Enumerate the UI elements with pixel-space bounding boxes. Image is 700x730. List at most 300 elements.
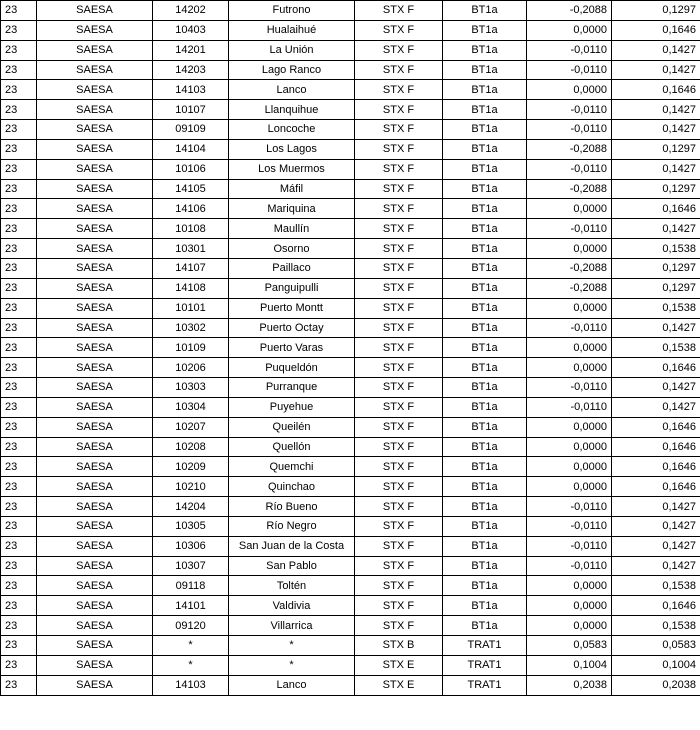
sector-cell: STX F <box>355 616 443 636</box>
sector-cell: STX F <box>355 516 443 536</box>
table-row <box>1 397 700 417</box>
sector-cell: STX F <box>355 417 443 437</box>
value-b-cell: 0,1297 <box>612 278 700 298</box>
table-row <box>1 239 700 259</box>
table-body <box>1 1 700 696</box>
tariff-option-cell: BT1a <box>443 417 527 437</box>
commune-name-cell: Los Lagos <box>229 139 355 159</box>
company-cell: SAESA <box>37 80 153 100</box>
commune-name-cell: Lanco <box>229 675 355 695</box>
tariff-option-cell: TRAT1 <box>443 655 527 675</box>
region-cell: 23 <box>1 1 37 21</box>
value-a-cell: 0,0000 <box>527 417 612 437</box>
commune-code-cell: 14107 <box>153 258 229 278</box>
value-a-cell: 0,2038 <box>527 675 612 695</box>
table-row <box>1 40 700 60</box>
region-cell: 23 <box>1 655 37 675</box>
region-cell: 23 <box>1 179 37 199</box>
commune-code-cell: 10101 <box>153 298 229 318</box>
region-cell: 23 <box>1 616 37 636</box>
value-b-cell: 0,1538 <box>612 298 700 318</box>
company-cell: SAESA <box>37 179 153 199</box>
tariff-option-cell: BT1a <box>443 318 527 338</box>
value-b-cell: 0,1004 <box>612 655 700 675</box>
commune-name-cell: Quellón <box>229 437 355 457</box>
commune-code-cell: 14101 <box>153 596 229 616</box>
tariff-option-cell: BT1a <box>443 1 527 21</box>
sector-cell: STX F <box>355 576 443 596</box>
commune-name-cell: Quinchao <box>229 477 355 497</box>
region-cell: 23 <box>1 437 37 457</box>
table-row <box>1 437 700 457</box>
value-b-cell: 0,1538 <box>612 576 700 596</box>
commune-code-cell: 10403 <box>153 20 229 40</box>
tariff-option-cell: BT1a <box>443 616 527 636</box>
table-row <box>1 80 700 100</box>
tariff-option-cell: TRAT1 <box>443 675 527 695</box>
company-cell: SAESA <box>37 159 153 179</box>
table-row <box>1 556 700 576</box>
commune-code-cell: * <box>153 636 229 656</box>
value-a-cell: -0,0110 <box>527 397 612 417</box>
value-b-cell: 0,1427 <box>612 100 700 120</box>
sector-cell: STX F <box>355 199 443 219</box>
value-b-cell: 0,1538 <box>612 338 700 358</box>
tariff-option-cell: BT1a <box>443 497 527 517</box>
sector-cell: STX F <box>355 397 443 417</box>
table-row <box>1 417 700 437</box>
region-cell: 23 <box>1 199 37 219</box>
company-cell: SAESA <box>37 576 153 596</box>
tariff-option-cell: BT1a <box>443 457 527 477</box>
value-a-cell: 0,0000 <box>527 477 612 497</box>
tariff-option-cell: BT1a <box>443 179 527 199</box>
tariff-option-cell: BT1a <box>443 596 527 616</box>
sector-cell: STX F <box>355 159 443 179</box>
sector-cell: STX F <box>355 378 443 398</box>
company-cell: SAESA <box>37 437 153 457</box>
commune-name-cell: Puyehue <box>229 397 355 417</box>
tariff-option-cell: BT1a <box>443 536 527 556</box>
commune-name-cell: Puerto Montt <box>229 298 355 318</box>
value-a-cell: -0,0110 <box>527 516 612 536</box>
company-cell: SAESA <box>37 20 153 40</box>
value-b-cell: 0,1427 <box>612 159 700 179</box>
company-cell: SAESA <box>37 616 153 636</box>
value-a-cell: 0,0000 <box>527 596 612 616</box>
sector-cell: STX F <box>355 179 443 199</box>
value-b-cell: 0,1646 <box>612 596 700 616</box>
value-a-cell: 0,0000 <box>527 20 612 40</box>
sector-cell: STX F <box>355 536 443 556</box>
company-cell: SAESA <box>37 139 153 159</box>
value-b-cell: 0,1427 <box>612 60 700 80</box>
commune-name-cell: Llanquihue <box>229 100 355 120</box>
commune-name-cell: Río Bueno <box>229 497 355 517</box>
region-cell: 23 <box>1 159 37 179</box>
company-cell: SAESA <box>37 258 153 278</box>
region-cell: 23 <box>1 596 37 616</box>
table-row <box>1 596 700 616</box>
company-cell: SAESA <box>37 239 153 259</box>
table-row <box>1 516 700 536</box>
table-row <box>1 1 700 21</box>
table-row <box>1 358 700 378</box>
value-b-cell: 0,1297 <box>612 258 700 278</box>
company-cell: SAESA <box>37 516 153 536</box>
tariff-option-cell: BT1a <box>443 139 527 159</box>
region-cell: 23 <box>1 457 37 477</box>
commune-name-cell: Toltén <box>229 576 355 596</box>
value-b-cell: 0,1646 <box>612 20 700 40</box>
value-b-cell: 0,1646 <box>612 477 700 497</box>
region-cell: 23 <box>1 636 37 656</box>
value-b-cell: 0,1297 <box>612 1 700 21</box>
commune-code-cell: 10207 <box>153 417 229 437</box>
commune-code-cell: 14108 <box>153 278 229 298</box>
company-cell: SAESA <box>37 1 153 21</box>
company-cell: SAESA <box>37 536 153 556</box>
region-cell: 23 <box>1 338 37 358</box>
sector-cell: STX B <box>355 636 443 656</box>
region-cell: 23 <box>1 60 37 80</box>
commune-code-cell: 14202 <box>153 1 229 21</box>
table-row <box>1 258 700 278</box>
table-row <box>1 636 700 656</box>
table-row <box>1 278 700 298</box>
commune-name-cell: Lanco <box>229 80 355 100</box>
commune-name-cell: Villarrica <box>229 616 355 636</box>
value-a-cell: -0,0110 <box>527 60 612 80</box>
value-a-cell: 0,0000 <box>527 576 612 596</box>
table-row <box>1 497 700 517</box>
value-b-cell: 0,1427 <box>612 120 700 140</box>
commune-name-cell: Loncoche <box>229 120 355 140</box>
tariff-option-cell: BT1a <box>443 80 527 100</box>
commune-name-cell: Puqueldón <box>229 358 355 378</box>
region-cell: 23 <box>1 100 37 120</box>
table-row <box>1 378 700 398</box>
commune-name-cell: Paillaco <box>229 258 355 278</box>
commune-name-cell: Máfil <box>229 179 355 199</box>
commune-name-cell: Mariquina <box>229 199 355 219</box>
value-a-cell: -0,0110 <box>527 497 612 517</box>
region-cell: 23 <box>1 477 37 497</box>
value-a-cell: -0,2088 <box>527 179 612 199</box>
value-b-cell: 0,1427 <box>612 536 700 556</box>
value-b-cell: 0,1427 <box>612 40 700 60</box>
region-cell: 23 <box>1 417 37 437</box>
commune-code-cell: 09120 <box>153 616 229 636</box>
sector-cell: STX F <box>355 258 443 278</box>
value-a-cell: 0,0000 <box>527 199 612 219</box>
region-cell: 23 <box>1 40 37 60</box>
commune-name-cell: Futrono <box>229 1 355 21</box>
sector-cell: STX F <box>355 278 443 298</box>
region-cell: 23 <box>1 139 37 159</box>
commune-name-cell: Hualaihué <box>229 20 355 40</box>
commune-name-cell: Lago Ranco <box>229 60 355 80</box>
table-row <box>1 477 700 497</box>
company-cell: SAESA <box>37 596 153 616</box>
commune-name-cell: Quemchi <box>229 457 355 477</box>
value-b-cell: 0,1538 <box>612 616 700 636</box>
commune-code-cell: 09118 <box>153 576 229 596</box>
company-cell: SAESA <box>37 338 153 358</box>
commune-code-cell: 10305 <box>153 516 229 536</box>
table-row <box>1 219 700 239</box>
sector-cell: STX E <box>355 675 443 695</box>
value-a-cell: 0,0000 <box>527 457 612 477</box>
commune-name-cell: Puerto Varas <box>229 338 355 358</box>
sector-cell: STX F <box>355 40 443 60</box>
value-b-cell: 0,1646 <box>612 358 700 378</box>
region-cell: 23 <box>1 219 37 239</box>
commune-code-cell: 14103 <box>153 675 229 695</box>
table-row <box>1 298 700 318</box>
region-cell: 23 <box>1 80 37 100</box>
commune-name-cell: Purranque <box>229 378 355 398</box>
tariff-option-cell: BT1a <box>443 338 527 358</box>
region-cell: 23 <box>1 556 37 576</box>
tariff-option-cell: BT1a <box>443 397 527 417</box>
tariff-option-cell: BT1a <box>443 258 527 278</box>
commune-code-cell: 14104 <box>153 139 229 159</box>
company-cell: SAESA <box>37 457 153 477</box>
company-cell: SAESA <box>37 378 153 398</box>
tariff-option-cell: BT1a <box>443 60 527 80</box>
company-cell: SAESA <box>37 199 153 219</box>
value-a-cell: 0,0000 <box>527 338 612 358</box>
company-cell: SAESA <box>37 120 153 140</box>
region-cell: 23 <box>1 298 37 318</box>
company-cell: SAESA <box>37 477 153 497</box>
tariff-option-cell: BT1a <box>443 239 527 259</box>
value-a-cell: 0,0000 <box>527 358 612 378</box>
commune-name-cell: Puerto Octay <box>229 318 355 338</box>
table-row <box>1 338 700 358</box>
commune-code-cell: 14103 <box>153 80 229 100</box>
region-cell: 23 <box>1 318 37 338</box>
value-b-cell: 0,0583 <box>612 636 700 656</box>
value-b-cell: 0,1427 <box>612 397 700 417</box>
commune-code-cell: 14204 <box>153 497 229 517</box>
tariff-option-cell: BT1a <box>443 40 527 60</box>
commune-code-cell: 10209 <box>153 457 229 477</box>
tariff-option-cell: TRAT1 <box>443 636 527 656</box>
table-row <box>1 60 700 80</box>
company-cell: SAESA <box>37 298 153 318</box>
table-row <box>1 576 700 596</box>
value-b-cell: 0,1427 <box>612 219 700 239</box>
commune-code-cell: 10208 <box>153 437 229 457</box>
commune-code-cell: 10307 <box>153 556 229 576</box>
table-row <box>1 457 700 477</box>
commune-code-cell: 10108 <box>153 219 229 239</box>
value-a-cell: 0,0000 <box>527 437 612 457</box>
value-b-cell: 0,1427 <box>612 556 700 576</box>
value-a-cell: -0,0110 <box>527 159 612 179</box>
commune-name-cell: * <box>229 636 355 656</box>
value-a-cell: -0,0110 <box>527 219 612 239</box>
sector-cell: STX F <box>355 139 443 159</box>
table-row <box>1 100 700 120</box>
tariff-option-cell: BT1a <box>443 358 527 378</box>
commune-code-cell: * <box>153 655 229 675</box>
tariff-option-cell: BT1a <box>443 20 527 40</box>
value-b-cell: 0,1427 <box>612 516 700 536</box>
table-row <box>1 20 700 40</box>
value-a-cell: 0,0583 <box>527 636 612 656</box>
tariff-option-cell: BT1a <box>443 120 527 140</box>
commune-code-cell: 10206 <box>153 358 229 378</box>
commune-name-cell: Valdivia <box>229 596 355 616</box>
commune-name-cell: Río Negro <box>229 516 355 536</box>
sector-cell: STX F <box>355 120 443 140</box>
sector-cell: STX E <box>355 655 443 675</box>
value-b-cell: 0,1646 <box>612 199 700 219</box>
region-cell: 23 <box>1 278 37 298</box>
sector-cell: STX F <box>355 437 443 457</box>
value-b-cell: 0,1297 <box>612 179 700 199</box>
tariff-option-cell: BT1a <box>443 100 527 120</box>
tariff-option-cell: BT1a <box>443 477 527 497</box>
region-cell: 23 <box>1 120 37 140</box>
value-a-cell: 0,0000 <box>527 80 612 100</box>
table-row <box>1 159 700 179</box>
company-cell: SAESA <box>37 40 153 60</box>
value-a-cell: -0,0110 <box>527 378 612 398</box>
value-b-cell: 0,1427 <box>612 497 700 517</box>
commune-code-cell: 10210 <box>153 477 229 497</box>
commune-code-cell: 10109 <box>153 338 229 358</box>
commune-code-cell: 10107 <box>153 100 229 120</box>
company-cell: SAESA <box>37 278 153 298</box>
tariff-option-cell: BT1a <box>443 159 527 179</box>
tariff-option-cell: BT1a <box>443 516 527 536</box>
company-cell: SAESA <box>37 100 153 120</box>
company-cell: SAESA <box>37 636 153 656</box>
table-row <box>1 536 700 556</box>
sector-cell: STX F <box>355 298 443 318</box>
region-cell: 23 <box>1 239 37 259</box>
tariff-option-cell: BT1a <box>443 437 527 457</box>
commune-code-cell: 14203 <box>153 60 229 80</box>
commune-code-cell: 10301 <box>153 239 229 259</box>
region-cell: 23 <box>1 576 37 596</box>
sector-cell: STX F <box>355 80 443 100</box>
tariff-option-cell: BT1a <box>443 219 527 239</box>
commune-code-cell: 14106 <box>153 199 229 219</box>
sector-cell: STX F <box>355 477 443 497</box>
region-cell: 23 <box>1 675 37 695</box>
region-cell: 23 <box>1 516 37 536</box>
table-row <box>1 179 700 199</box>
commune-name-cell: Panguipulli <box>229 278 355 298</box>
sector-cell: STX F <box>355 358 443 378</box>
table-row <box>1 616 700 636</box>
company-cell: SAESA <box>37 318 153 338</box>
commune-code-cell: 14105 <box>153 179 229 199</box>
sector-cell: STX F <box>355 497 443 517</box>
sector-cell: STX F <box>355 239 443 259</box>
region-cell: 23 <box>1 397 37 417</box>
sector-cell: STX F <box>355 219 443 239</box>
value-a-cell: -0,0110 <box>527 120 612 140</box>
sector-cell: STX F <box>355 596 443 616</box>
commune-name-cell: Queilén <box>229 417 355 437</box>
tariff-option-cell: BT1a <box>443 298 527 318</box>
region-cell: 23 <box>1 358 37 378</box>
sector-cell: STX F <box>355 318 443 338</box>
value-a-cell: 0,1004 <box>527 655 612 675</box>
company-cell: SAESA <box>37 417 153 437</box>
commune-code-cell: 10106 <box>153 159 229 179</box>
tariff-option-cell: BT1a <box>443 576 527 596</box>
company-cell: SAESA <box>37 219 153 239</box>
table-row <box>1 199 700 219</box>
value-b-cell: 0,1427 <box>612 318 700 338</box>
region-cell: 23 <box>1 378 37 398</box>
value-b-cell: 0,1646 <box>612 457 700 477</box>
company-cell: SAESA <box>37 397 153 417</box>
commune-code-cell: 14201 <box>153 40 229 60</box>
value-a-cell: -0,2088 <box>527 258 612 278</box>
value-a-cell: 0,0000 <box>527 298 612 318</box>
commune-name-cell: San Juan de la Costa <box>229 536 355 556</box>
company-cell: SAESA <box>37 675 153 695</box>
sector-cell: STX F <box>355 556 443 576</box>
commune-code-cell: 09109 <box>153 120 229 140</box>
commune-code-cell: 10306 <box>153 536 229 556</box>
value-a-cell: 0,0000 <box>527 239 612 259</box>
region-cell: 23 <box>1 497 37 517</box>
value-a-cell: 0,0000 <box>527 616 612 636</box>
value-a-cell: -0,0110 <box>527 556 612 576</box>
value-b-cell: 0,2038 <box>612 675 700 695</box>
commune-name-cell: * <box>229 655 355 675</box>
region-cell: 23 <box>1 20 37 40</box>
company-cell: SAESA <box>37 556 153 576</box>
company-cell: SAESA <box>37 60 153 80</box>
value-a-cell: -0,0110 <box>527 40 612 60</box>
value-a-cell: -0,2088 <box>527 1 612 21</box>
table-row <box>1 675 700 695</box>
sector-cell: STX F <box>355 457 443 477</box>
tariff-option-cell: BT1a <box>443 278 527 298</box>
value-b-cell: 0,1646 <box>612 80 700 100</box>
table-row <box>1 139 700 159</box>
commune-code-cell: 10302 <box>153 318 229 338</box>
value-b-cell: 0,1646 <box>612 437 700 457</box>
sector-cell: STX F <box>355 1 443 21</box>
tariff-option-cell: BT1a <box>443 556 527 576</box>
commune-name-cell: La Unión <box>229 40 355 60</box>
company-cell: SAESA <box>37 358 153 378</box>
tariff-option-cell: BT1a <box>443 199 527 219</box>
value-b-cell: 0,1297 <box>612 139 700 159</box>
table-row <box>1 318 700 338</box>
company-cell: SAESA <box>37 497 153 517</box>
company-cell: SAESA <box>37 655 153 675</box>
region-cell: 23 <box>1 536 37 556</box>
commune-code-cell: 10303 <box>153 378 229 398</box>
region-cell: 23 <box>1 258 37 278</box>
sector-cell: STX F <box>355 60 443 80</box>
commune-name-cell: Osorno <box>229 239 355 259</box>
table-row <box>1 655 700 675</box>
tariff-option-cell: BT1a <box>443 378 527 398</box>
